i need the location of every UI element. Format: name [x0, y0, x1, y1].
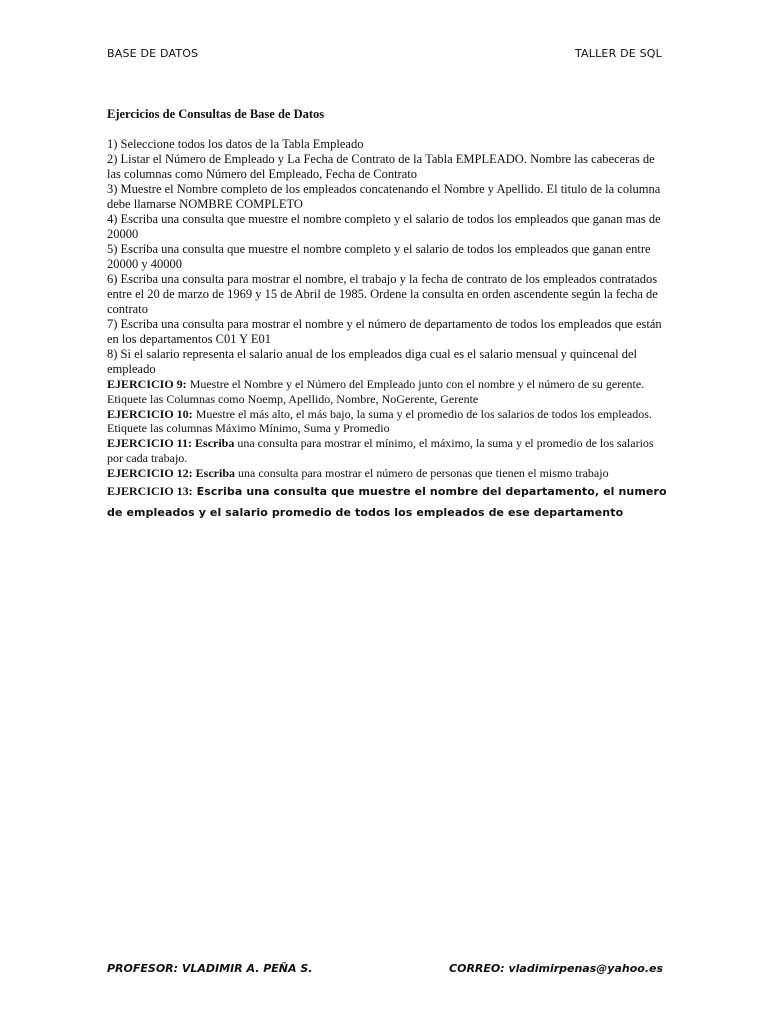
exercise-10	[107, 407, 667, 437]
page-header	[107, 47, 662, 60]
exercise-9-text: Muestre el Nombre y el Número del Empleado junto con el nombre y el número de su gerente. Etiquete las Columnas como Noemp, Apellido, Nombre, NoGerente, Gerente	[107, 377, 645, 406]
footer-professor: PROFESOR: VLADIMIR A. PEÑA S.	[107, 962, 313, 975]
exercise-item-6: 6) Escriba una consulta para mostrar el nombre, el trabajo y la fecha de contrato de los empleados contratados entre el 20 de marzo de 1969 y 15 de Abril de 1985. Ordene la consulta en orden ascendente según la fecha de contrato	[107, 272, 658, 316]
exercise-13-label: EJERCICIO 13:	[107, 483, 193, 498]
exercise-item-2: 2) Listar el Número de Empleado y La Fecha de Contrato de la Tabla EMPLEADO. Nombre las cabeceras de las columnas como Número del Empleado, Fecha de Contrato	[107, 152, 655, 181]
document-title: Ejercicios de Consultas de Base de Datos	[107, 107, 325, 121]
exercise-item-4: 4) Escriba una consulta que muestre el nombre completo y el salario de todos los empleados que ganan mas de 20000	[107, 212, 661, 241]
exercise-11	[107, 436, 667, 466]
exercise-item-8: 8) Si el salario representa el salario anual de los empleados diga cual es el salario mensual y quincenal del empleado	[107, 347, 638, 376]
exercise-11-label: EJERCICIO 11: Escriba	[107, 436, 235, 451]
exercise-9-label: EJERCICIO 9:	[107, 377, 187, 391]
footer-email: CORREO: vladimirpenas@yahoo.es	[449, 962, 663, 975]
exercise-12-label: EJERCICIO 12: Escriba	[107, 465, 236, 480]
page-footer	[107, 962, 663, 975]
exercise-item-7: 7) Escriba una consulta para mostrar el nombre y el número de departamento de todos los empleados que están en los departamentos C01 Y E01	[107, 317, 662, 346]
exercise-12	[107, 466, 667, 481]
exercise-13-text: Escriba una consulta que muestre el nombre del departamento, el numero de empleados y el salario promedio de todos los empleados de ese departamento	[107, 484, 667, 519]
exercise-10-text: Muestre el más alto, el más bajo, la suma y el promedio de los salarios de todos los empleados. Etiquete las columnas Máximo Mínimo, Suma y Promedio	[107, 406, 652, 436]
header-right: TALLER DE SQL	[574, 47, 662, 60]
exercise-item-5: 5) Escriba una consulta que muestre el nombre completo y el salario de todos los empleados que ganan entre 20000 y 40000	[107, 242, 651, 271]
document-body	[107, 107, 667, 523]
header-left: BASE DE DATOS	[107, 47, 199, 60]
exercise-item-1: 1) Seleccione todos los datos de la Tabla Empleado	[107, 137, 364, 151]
exercise-9	[107, 377, 667, 407]
exercise-item-3: 3) Muestre el Nombre completo de los empleados concatenando el Nombre y Apellido. El titulo de la columna debe llamarse NOMBRE COMPLETO	[107, 182, 661, 211]
exercise-11-text: una consulta para mostrar el mínimo, el máximo, la suma y el promedio de los salarios por cada trabajo.	[107, 436, 654, 465]
exercise-13	[107, 481, 667, 523]
exercise-10-label: EJERCICIO 10:	[107, 406, 193, 421]
exercise-12-text: una consulta para mostrar el número de personas que tienen el mismo trabajo	[235, 465, 609, 480]
